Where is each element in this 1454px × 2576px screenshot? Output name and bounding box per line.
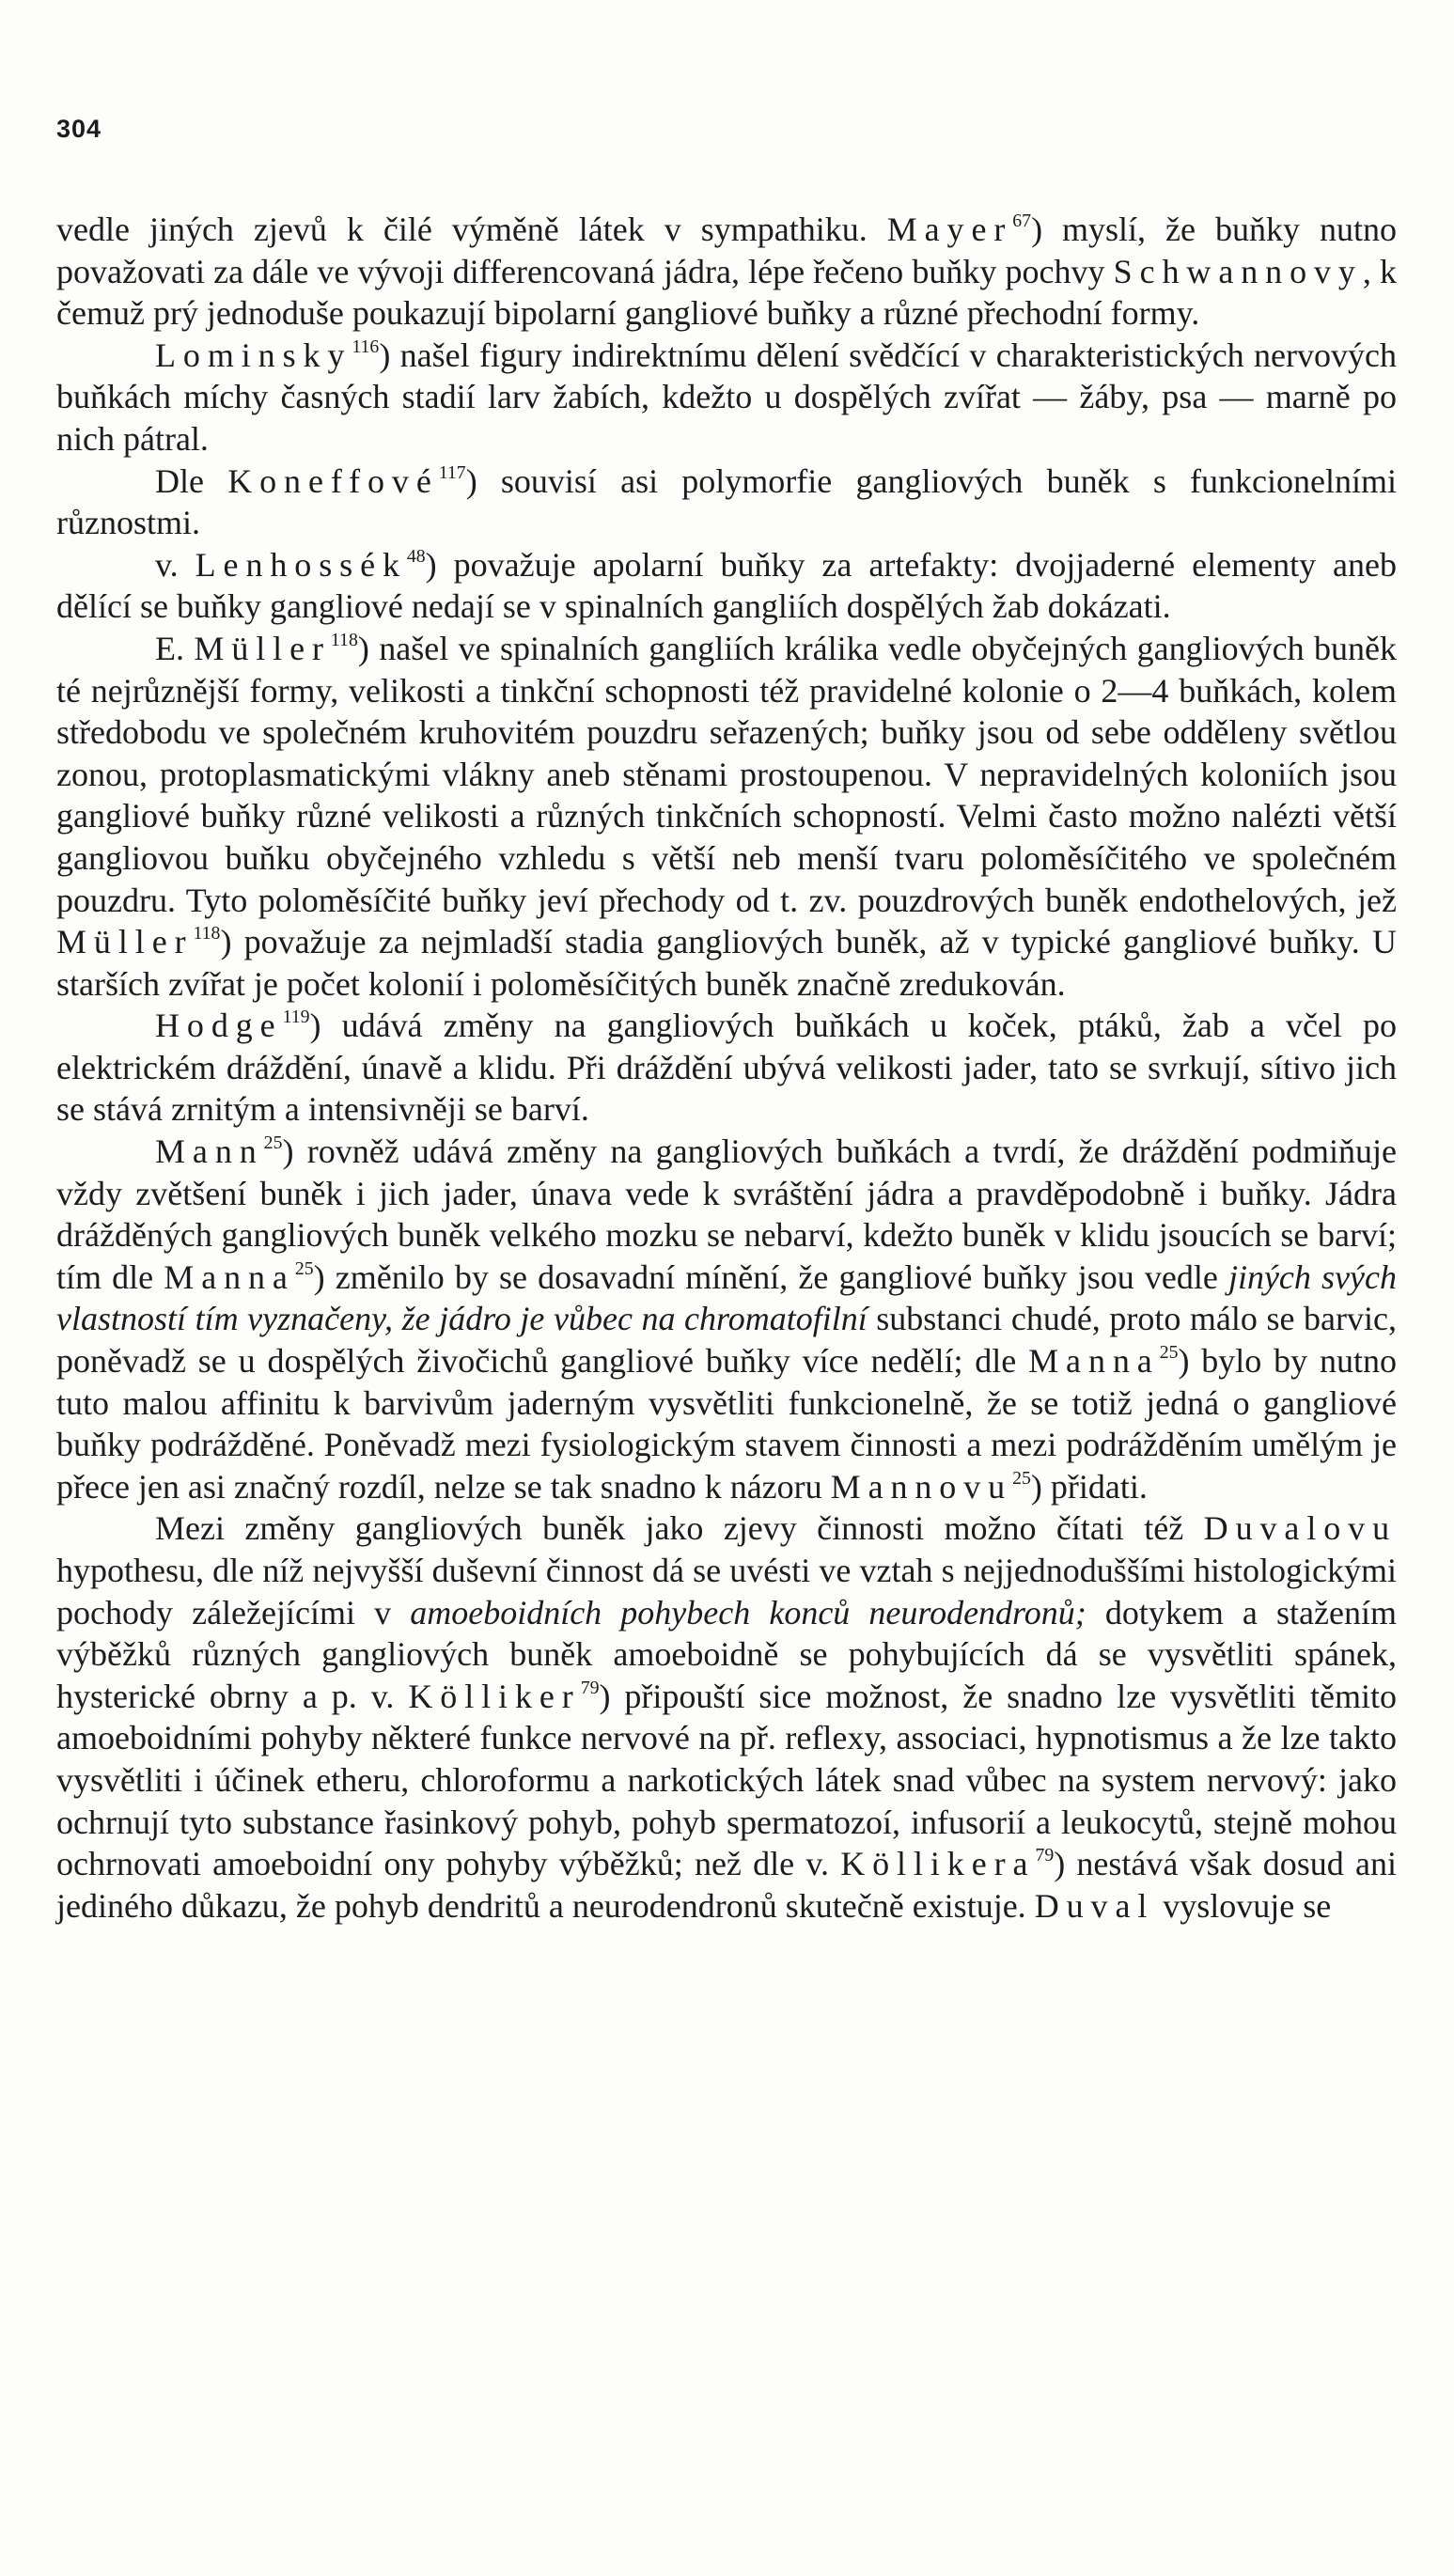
- author-name: Lominsky: [155, 336, 352, 374]
- text-run: ) našel figury indirektnímu dělení svědčící v charakteristických nervových buňkách míchy časných stadií larv žabích, kdežto u dospělých zvířat — žáby, psa — marně po nich pátral.: [56, 336, 1397, 458]
- page-number: 304: [56, 115, 102, 143]
- author-name: Hodge: [155, 1007, 283, 1045]
- text-run: dotykem a stažením výběžků různých gangliových buněk amoeboidně se pohybujících dá se vysvětliti spánek, hysterické obrny a p. v.: [56, 1593, 1397, 1715]
- author-name: Manna: [1028, 1342, 1160, 1381]
- paragraph: [56, 1131, 1397, 1507]
- footnote-reference: 116: [352, 336, 380, 357]
- paragraph: [56, 1507, 1397, 1927]
- paragraph: [56, 461, 1397, 544]
- text-run: ) změnilo by se dosavadní mínění, že gangliové buňky jsou vedle: [313, 1257, 1228, 1296]
- paragraph: [56, 628, 1397, 1005]
- text-run: ) připouští sice možnost, že snadno lze vysvětliti těmito amoeboidními pohyby některé funkce nervové na př. reflexy, associaci, hypnotismus a že lze takto vysvětliti i účinek etheru, chloroformu a narkotických látek snad vůbec na system nervový: jako ochrnují tyto substance řasinkový pohyb, pohyb spermatozoí, infusorií a leukocytů, stejně mohou ochrnovati amoeboidní ony pohyby výběžků; než dle v.: [56, 1677, 1397, 1883]
- author-name: Müller: [56, 923, 194, 961]
- text-run: ) nestává však dosud ani jediného důkazu, že pohyb dendritů a neurodendronů skutečně existuje.: [56, 1845, 1397, 1925]
- text-run: vyslovuje se: [1154, 1886, 1332, 1925]
- paragraph: [56, 335, 1397, 461]
- text-run: ) považuje apolarní buňky za artefakty: dvojjaderné elementy aneb dělící se buňky gangliové nedají se v spinalních gangliích dospělých žab dokázati.: [56, 545, 1397, 626]
- author-name: Duval: [1034, 1886, 1155, 1925]
- footnote-reference: 118: [193, 923, 221, 945]
- text-run: ) přidati.: [1030, 1467, 1148, 1506]
- text-run: hypothesu, dle níž nejvyšší duševní činnost dá se uvésti ve vztah s nejjednoduššími histologickými pochody záležejícími v: [56, 1552, 1397, 1631]
- author-name: Kölliker: [408, 1677, 581, 1715]
- author-name: Köllikera: [840, 1845, 1036, 1883]
- footnote-reference: 25: [294, 1258, 314, 1279]
- paragraph: [56, 1005, 1397, 1131]
- text-run: ) udává změny na gangliových buňkách u koček, ptáků, žab a včel po elektrickém dráždění, únavě a klidu. Při dráždění ubývá velikosti jader, tato se svrkují, sítivo jich se stává zrnitým a intensivněji se barví.: [56, 1007, 1397, 1129]
- text-run: substanci chudé, proto málo se barvic, poněvadž se u dospělých živočichů gangliové buňky více nedělí; dle: [56, 1300, 1397, 1381]
- author-name: Mayer: [886, 211, 1013, 248]
- footnote-reference: 118: [330, 630, 358, 651]
- author-name: Müller: [194, 629, 331, 667]
- footnote-reference: 67: [1012, 211, 1032, 232]
- author-name: Koneffové: [227, 461, 439, 500]
- text-run: Mezi změny gangliových buněk jako zjevy činnosti možno čítati též: [155, 1509, 1204, 1548]
- text-run: ) bylo by nutno tuto malou affinitu k barvivům jaderným vysvětliti funkcionelně, že se totiž jedná o gangliové buňky podrážděné. Poněvadž mezi fysiologickým stavem činnosti a mezi podrážděním umělým je přece jen asi značný rozdíl, nelze se tak snadno k názoru: [56, 1342, 1397, 1506]
- footnote-reference: 25: [1159, 1342, 1179, 1364]
- paragraph: [56, 544, 1397, 628]
- paragraph: [56, 209, 1397, 335]
- author-name: Duvalovu: [1203, 1509, 1397, 1548]
- italic-text: amoeboidních pohybech konců neurodendronů;: [410, 1593, 1087, 1631]
- text-run: ) myslí, že buňky nutno považovati za dále ve vývoji differencovaná jádra, lépe řečeno buňky pochvy: [56, 211, 1397, 290]
- footnote-reference: 79: [1035, 1845, 1055, 1866]
- author-name: Mannovu: [830, 1467, 1013, 1506]
- text-run: ) rovněž udává změny na gangliových buňkách a tvrdí, že dráždění podmiňuje vždy zvětšení buněk i jich jader, únava vede k svráštění jádra a pravděpodobně i buňky. Jádra drážděných gangliových buněk velkého mozku se nebarví, kdežto buněk v klidu jsoucích se barví; tím dle: [56, 1132, 1397, 1296]
- text-run: E.: [155, 629, 195, 667]
- footnote-reference: 119: [282, 1007, 310, 1028]
- footnote-reference: 25: [1012, 1467, 1031, 1489]
- author-name: Schwannovy: [1113, 252, 1363, 290]
- text-run: v.: [155, 545, 195, 584]
- footnote-reference: 79: [580, 1677, 600, 1698]
- text-run: ) souvisí asi polymorfie gangliových buněk s funkcionelními různostmi.: [56, 461, 1397, 542]
- italic-text: jiných svých vlastností tím vyznačeny, že jádro je vůbec na chromatofilní: [56, 1257, 1397, 1338]
- footnote-reference: 48: [406, 545, 426, 567]
- footnote-reference: 117: [438, 461, 466, 483]
- footnote-reference: 25: [263, 1132, 283, 1154]
- author-name: Manna: [164, 1257, 295, 1296]
- text-run: vedle jiných zjevů k čilé výměně látek v sympathiku.: [56, 211, 887, 248]
- text-run: ) našel ve spinalních gangliích králika vedle obyčejných gangliových buněk té nejrůznější formy, velikosti a tinkční schopnosti též pravidelné kolonie o 2—4 buňkách, kolem středobodu ve společném kruhovitém pouzdru seřazených; buňky jsou od sebe odděleny světlou zonou, protoplasmatickými vlákny aneb stěnami prostoupenou. V nepravidelných koloniích jsou gangliové buňky různé velikosti a různých tinkčních schopností. Velmi často možno nalézti větší gangliovou buňku obyčejného vzhledu s větší neb menší tvaru poloměsíčitého ve společném pouzdru. Tyto poloměsíčité buňky jeví přechody od t. zv. pouzdrových buněk endothelových, jež: [56, 629, 1398, 919]
- page-body-text: [56, 209, 1397, 1927]
- author-name: Lenhossék: [195, 545, 407, 584]
- text-run: ) považuje za nejmladší stadia gangliových buněk, až v typické gangliové buňky. U starších zvířat je počet kolonií i poloměsíčitých buněk značně zredukován.: [56, 923, 1397, 1003]
- text-run: , k čemuž prý jednoduše poukazují bipolarní gangliové buňky a různé přechodní formy.: [56, 252, 1398, 333]
- author-name: Mann: [155, 1132, 264, 1171]
- text-run: Dle: [155, 461, 228, 500]
